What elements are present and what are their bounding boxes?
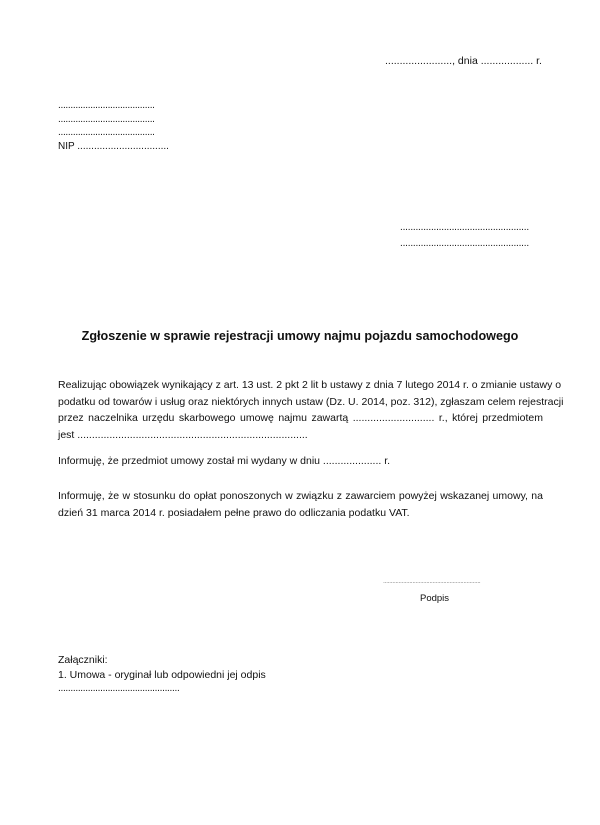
sender-nip: NIP ................................. xyxy=(58,140,169,152)
paragraph-line: Realizując obowiązek wynikający z art. 13 ust. 2 pkt 2 lit b ustawy z dnia 7 lutego 2014 r. o zmianie ustawy o xyxy=(58,379,562,391)
paragraph-vat-right: Informuję, że w stosunku do opłat ponoszonych w związku z zawarciem powyżej wskazanej umowy, na dzień 31 marca 2014 r. posiadałem pełne prawo do odliczania podatku VAT. xyxy=(58,490,543,519)
document-title: Zgłoszenie w sprawie rejestracji umowy najmu pojazdu samochodowego xyxy=(81,329,519,343)
sender-block xyxy=(58,99,169,153)
recipient-block xyxy=(400,220,529,252)
sender-line-3: ....................................... xyxy=(58,127,155,138)
sender-line-2: ....................................... xyxy=(58,113,155,125)
attachments-title: Załączniki: xyxy=(58,654,108,666)
recipient-line-2: .................................................. xyxy=(400,238,529,249)
signature-label: Podpis xyxy=(420,593,450,604)
paragraph-line: przez naczelnika urzędu skarbowego umowę najmu zawartą ............................ r., której przedmiotem xyxy=(58,412,543,424)
sender-line-1: ....................................... xyxy=(58,100,155,111)
paragraph-line: podatku od towarów i usług oraz niektórych innych ustaw (Dz. U. 2014, poz. 312), zgłaszam celem rejestracji xyxy=(58,395,564,408)
attachment-blank-line: ................................................. xyxy=(58,683,180,694)
recipient-line-1: .................................................. xyxy=(400,222,529,233)
paragraph-registration xyxy=(58,377,564,443)
signature-line: ............................................................... xyxy=(383,578,481,585)
place-date-line: ......................., dnia .................. r. xyxy=(385,55,542,67)
paragraph-delivery-date: Informuję, że przedmiot umowy został mi wydany w dniu .................... r. xyxy=(58,455,391,467)
paragraph-line: jest ............................................................................... xyxy=(58,428,308,441)
attachment-item: 1. Umowa - oryginał lub odpowiedni jej odpis xyxy=(58,669,266,681)
